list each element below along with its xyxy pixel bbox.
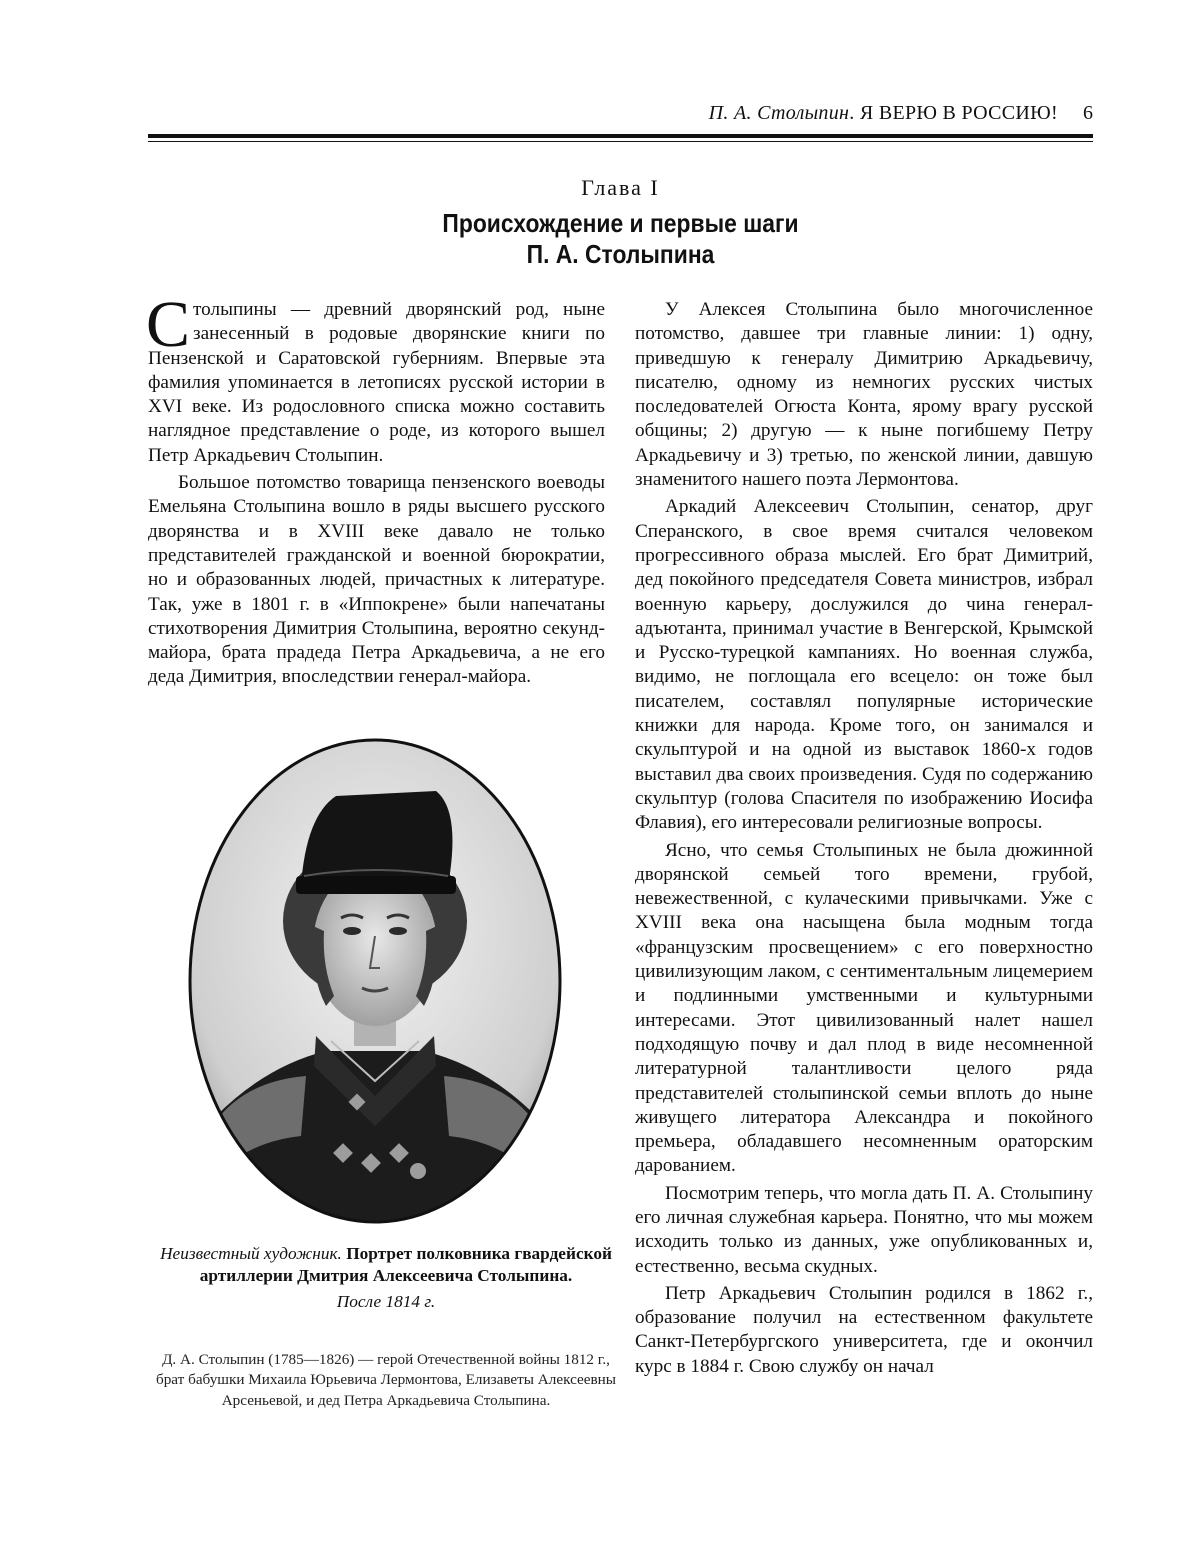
caption-note: Д. А. Столыпин (1785—1826) — герой Отечественной войны 1812 г., брат бабушки Михаила Юрьевича Лермонтова, Елизаветы Алексеевны Арсеньевой, и дед Петра Аркадьевича Столыпина.: [155, 1351, 617, 1409]
caption-date: После 1814 г.: [336, 1292, 436, 1311]
dropcap: С: [146, 288, 191, 361]
running-head-author: П. А. Столыпин: [708, 102, 850, 124]
chapter-label: Глава I: [581, 175, 660, 200]
header-rule-thin: [148, 141, 1093, 142]
header-rule-thick: [148, 134, 1093, 138]
chapter-title-line1: Происхождение и первые шаги: [442, 208, 799, 238]
portrait-image: [186, 736, 564, 1226]
paragraph: [146, 288, 605, 468]
caption-title: Портрет полковника гвардейской артиллерии Дмитрия Алексеевича Столыпина.: [199, 1244, 612, 1285]
running-head-book-title: Я ВЕРЮ В РОССИЮ!: [859, 102, 1058, 124]
illustration-caption: [148, 1243, 624, 1313]
paragraph: Аркадий Алексеевич Столыпин, сенатор, друг Сперанского, в свое время считался человеком прогрессивного образа мыслей. Его брат Димитрий, дед покойного председателя Совета министров, избрал военную карьеру, дослужился до чина генерал-адъютанта, принимал участие в Венгерской, Крымской и Русско-турецкой кампаниях. Но военная служба, видимо, не поглощала его всецело: он тоже был писателем, составлял популярные исторические книжки для народа. Кроме того, он занимался и скульптурой и на одной из выставок 1860-х годов выставил два своих произведения. Судя по содержанию скульптур (голова Спасителя по изображению Иосифа Флавия), его интересовали религиозные вопросы.: [635, 496, 1093, 834]
paragraph: У Алексея Столыпина было многочисленное потомство, давшее три главные линии: 1) одну, приведшую к генералу Димитрию Аркадьевичу, писателю, одному из немногих русских чистых последователей Огюста Конта, ярому врагу русской общины; 2) другую — к ныне погибшему Петру Аркадьевичу и 3) третью, по женской линии, давшую знаменитого нашего поэта Лермонтова.: [635, 299, 1093, 491]
caption-artist: Неизвестный художник.: [160, 1244, 342, 1263]
running-head-title: П. А. Столыпин. Я ВЕРЮ В РОССИЮ!: [708, 102, 1058, 124]
paragraph: Ясно, что семья Столыпиных не была дюжинной дворянской семьей того времени, грубой, невежественной, с кулаческими привычками. Уже с XVIII века она насыщена была модным тогда «французским просвещением» с его поверхностно цивилизующим лаком, с сентиментальным лицемерием и подлинными умственными и культурными интересами. Этот цивилизованный налет нашел подходящую почву и дал плод в виде несомненной литературной талантливости целого ряда представителей столыпинской семьи вплоть до ныне живущего литератора Александра и покойного премьера, обладавшего несомненным ораторским дарованием.: [635, 839, 1093, 1177]
running-head: [148, 100, 1093, 134]
paragraph-text: толыпины — древний дворянский род, ныне занесенный в родовые дворянские книги по Пензенской и Саратовской губерниям. Впервые эта фамилия упоминается в летописях русской истории в XVI веке. Из родословного списка можно составить наглядное представление о роде, из которого вышел Петр Аркадьевич Столыпин.: [148, 299, 605, 466]
chapter-title: [205, 208, 1037, 270]
paragraph: Петр Аркадьевич Столыпин родился в 1862 г., образование получил на естественном факультете Санкт-Петербургского университета, где и окончил курс в 1884 г. Свою службу он начал: [635, 1282, 1093, 1377]
paragraph: Посмотрим теперь, что могла дать П. А. Столыпину его личная служебная карьера. Понятно, что мы можем исходить только из данных, уже опубликованных и, естественно, весьма скудных.: [635, 1182, 1093, 1277]
right-column: [635, 298, 1093, 1379]
left-column: [146, 288, 605, 690]
portrait-illustration: [186, 736, 564, 1226]
paragraph: Большое потомство товарища пензенского воеводы Емельяна Столыпина вошло в ряды высшего русского дворянства и в XVIII веке давало не только представителей гражданской и военной бюрократии, но и образованных людей, причастных к литературе. Так, уже в 1801 г. в «Иппокрене» были напечатаны стихотворения Димитрия Столыпина, вероятно секунд-майора, брата прадеда Петра Аркадьевича, а не его деда Димитрия, впоследствии генерал-майора.: [148, 472, 605, 688]
page-number: 6: [1083, 102, 1093, 124]
chapter-title-line2: П. А. Столыпина: [526, 239, 715, 269]
